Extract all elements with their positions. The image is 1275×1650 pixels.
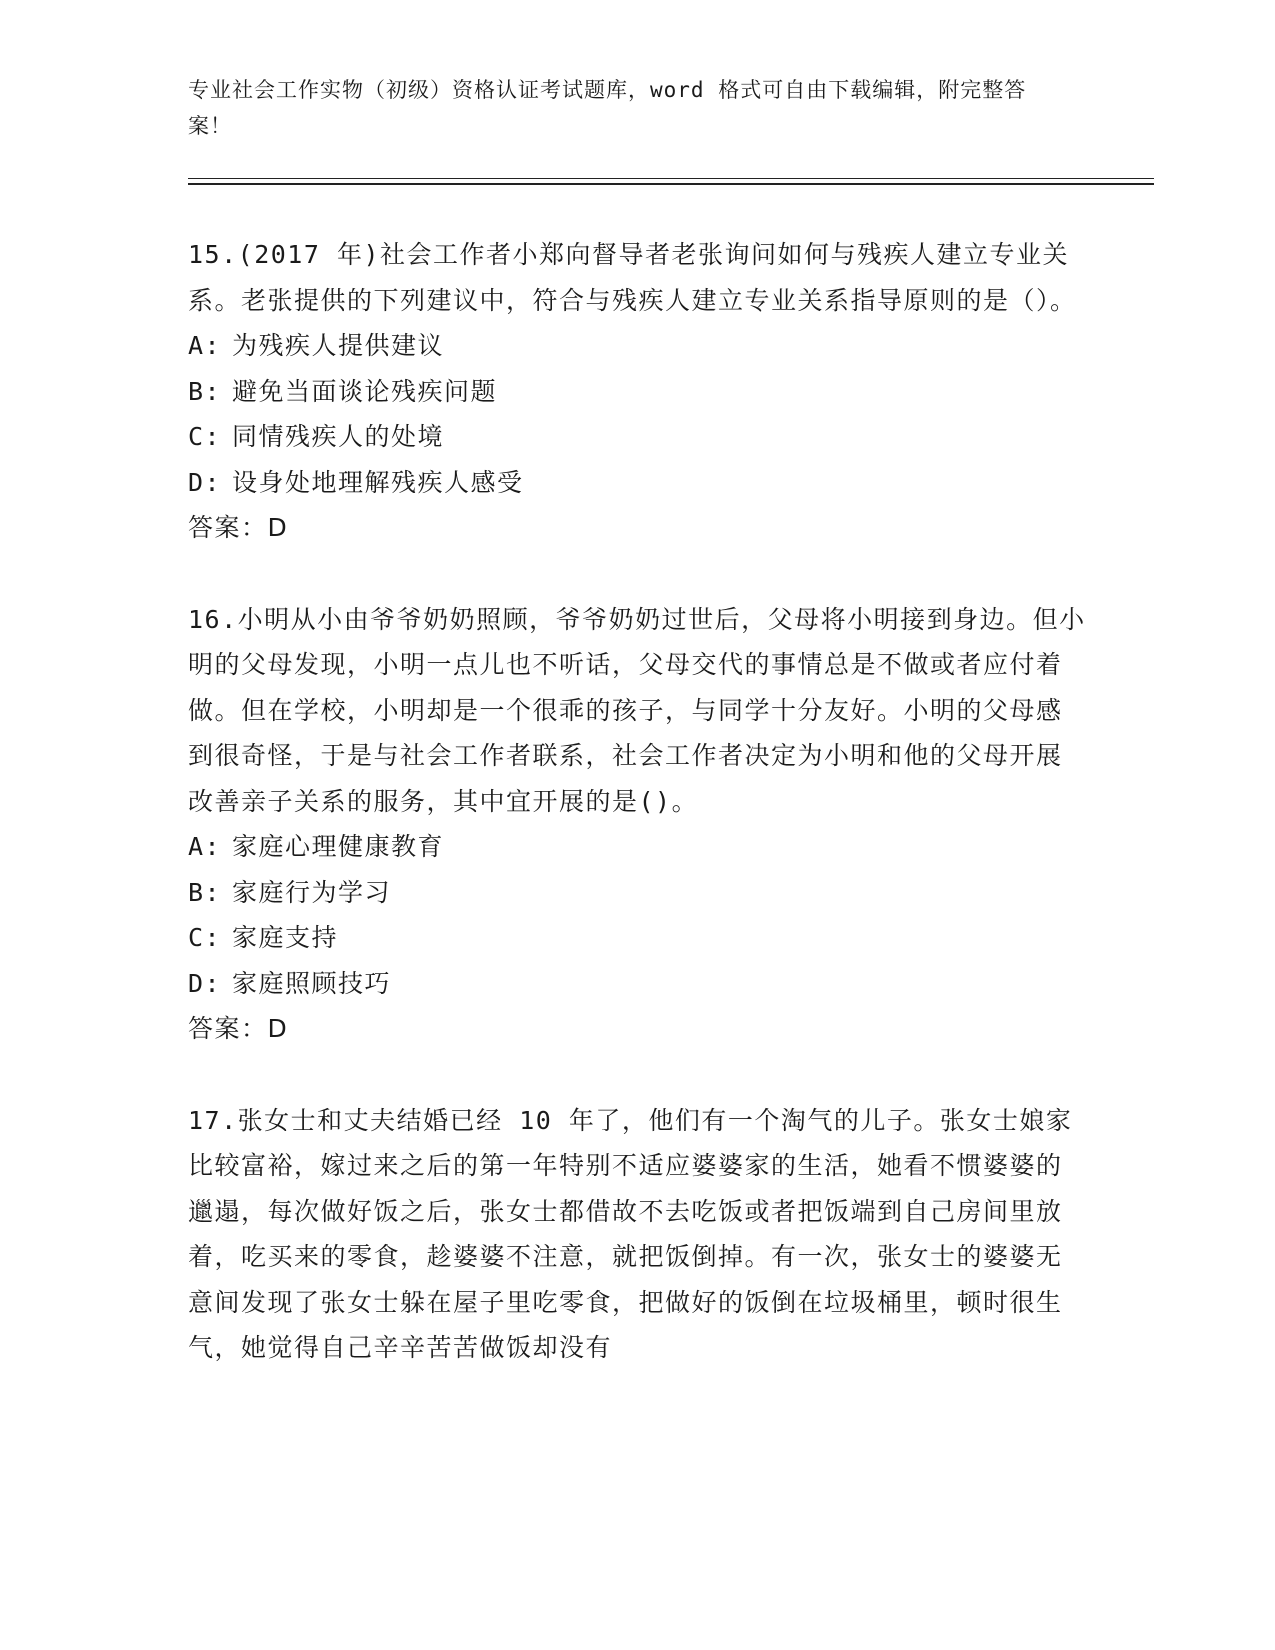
- option-text: 设身处地理解残疾人感受: [232, 467, 524, 497]
- option-key: A:: [188, 331, 222, 360]
- question-stem: 17.张女士和丈夫结婚已经 10 年了，他们有一个淘气的儿子。张女士娘家比较富裕，嫁过来之后的第一年特别不适应婆婆家的生活，她看不惯婆婆的邋遢，每次做好饭之后，张女士都借故不去吃饭或者把饭端到自己房间里放着，吃买来的零食，趁婆婆不注意，就把饭倒掉。有一次，张女士的婆婆无意间发现了张女士躲在屋子里吃零食，把做好的饭倒在垃圾桶里，顿时很生气，她觉得自己辛辛苦苦做饭却没有: [188, 1105, 1073, 1362]
- question-17: [188, 1098, 1088, 1371]
- answer-line: 答案：D: [188, 513, 289, 542]
- option-text: 家庭心理健康教育: [232, 832, 445, 861]
- header-rule-thick: [188, 183, 1154, 185]
- option-text: 同情残疾人的处境: [232, 422, 445, 451]
- option-text: 避免当面谈论残疾问题: [232, 376, 498, 406]
- question-16: [188, 597, 1088, 1052]
- option-key: C:: [188, 923, 222, 952]
- question-list: [188, 232, 1088, 1417]
- option-b: [188, 369, 1088, 415]
- option-text: 家庭行为学习: [232, 877, 392, 907]
- page-header: 专业社会工作实物（初级）资格认证考试题库，word 格式可自由下载编辑，附完整答案！: [188, 78, 1027, 138]
- option-text: 家庭照顾技巧: [232, 968, 392, 998]
- option-text: 家庭支持: [232, 923, 339, 952]
- answer-line: 答案：D: [188, 1014, 289, 1043]
- header-rule-thin: [188, 178, 1154, 179]
- option-d: [188, 460, 1088, 506]
- question-stem: 15.(2017 年)社会工作者小郑向督导者老张询问如何与残疾人建立专业关系。老张提供的下列建议中，符合与残疾人建立专业关系指导原则的是（）。: [188, 240, 1077, 315]
- option-b: [188, 870, 1088, 916]
- option-d: [188, 961, 1088, 1007]
- option-key: A:: [188, 832, 222, 861]
- question-15: [188, 232, 1088, 551]
- question-stem: 16.小明从小由爷爷奶奶照顾，爷爷奶奶过世后，父母将小明接到身边。但小明的父母发现，小明一点儿也不听话，父母交代的事情总是不做或者应付着做。但在学校，小明却是一个很乖的孩子，与同学十分友好。小明的父母感到很奇怪，于是与社会工作者联系，社会工作者决定为小明和他的父母开展改善亲子关系的服务，其中宜开展的是()。: [188, 604, 1086, 816]
- option-a: [188, 323, 1088, 369]
- option-key: B:: [188, 877, 222, 907]
- option-text: 为残疾人提供建议: [232, 331, 445, 360]
- option-c: [188, 915, 1088, 961]
- option-key: B:: [188, 376, 222, 406]
- option-c: [188, 414, 1088, 460]
- option-key: D:: [188, 968, 222, 998]
- option-key: D:: [188, 467, 222, 497]
- option-key: C:: [188, 422, 222, 451]
- option-a: [188, 824, 1088, 870]
